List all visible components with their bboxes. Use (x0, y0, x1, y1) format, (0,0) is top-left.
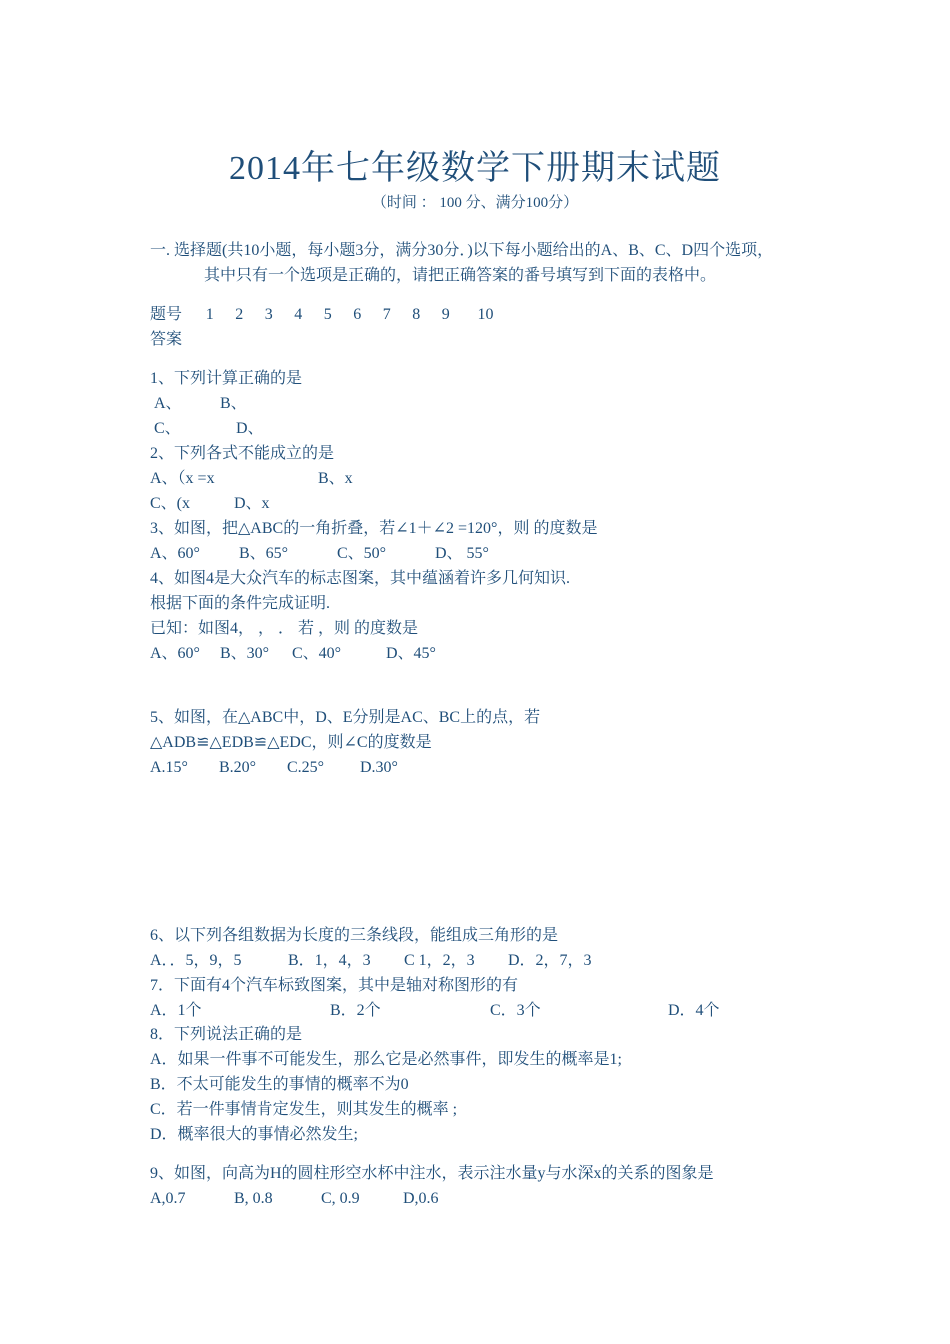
q1-stem: 1、下列计算正确的是 (150, 370, 303, 387)
q2-options-ab (150, 468, 353, 490)
q4-options (150, 643, 436, 665)
q3-stem: 3、如图，把△ABC的一角折叠，若∠1＋∠2 =120°，则 的度数是 (150, 520, 598, 537)
q4-line2: 根据下面的条件完成证明. (150, 595, 331, 612)
section1-instruction-line2: 其中只有一个选项是正确的，请把正确答案的番号填写到下面的表格中。 (204, 267, 717, 284)
question-number: 9 (441, 306, 450, 323)
q3-option-b: B、65° (239, 545, 289, 562)
q4-option-c: C、40° (292, 645, 342, 662)
q9-option-d: D,0.6 (403, 1190, 439, 1207)
q7-option-d: D．4个 (668, 1002, 720, 1019)
q2-stem: 2、下列各式不能成立的是 (150, 445, 335, 462)
q4-stem: 4、如图4是大众汽车的标志图案，其中蕴涵着许多几何知识. (150, 570, 571, 587)
section1-instruction-line1: 一. 选择题(共10小题，每小题3分，满分30分．)以下每小题给出的A、B、C、D四个选项， (150, 242, 774, 259)
q5-options (150, 757, 398, 779)
q5-line2: △ADB≌△EDB≌△EDC，则∠C的度数是 (150, 734, 432, 751)
q1-option-d: D、 (236, 420, 264, 437)
question-number: 4 (294, 306, 303, 323)
q3-options (150, 543, 489, 565)
q8-option-b: B．不太可能发生的事情的概率不为0 (150, 1076, 409, 1093)
q6-option-b: B．1，4，3 (288, 952, 371, 969)
q5-option-c: C.25° (287, 759, 325, 776)
q9-options (150, 1188, 439, 1210)
q7-option-c: C．3个 (490, 1002, 541, 1019)
q2-option-a: A、（x =x (150, 470, 215, 487)
q6-option-d: D．2，7，3 (508, 952, 592, 969)
question-number-label: 题号 (150, 306, 183, 323)
q8-stem: 8．下列说法正确的是 (150, 1026, 303, 1043)
question-number: 3 (264, 306, 273, 323)
q1-option-b: B、 (220, 395, 247, 412)
answer-table-header-row (150, 304, 511, 326)
q7-options (150, 1000, 720, 1022)
q6-option-c: C 1，2，3 (404, 952, 475, 969)
q9-option-c: C, 0.9 (321, 1190, 360, 1207)
q4-line3: 已知：如图4， ， ． 若 ，则 的度数是 (150, 620, 419, 637)
q4-option-d: D、45° (386, 645, 436, 662)
q3-option-c: C、50° (337, 545, 387, 562)
q3-option-d: D、 55° (435, 545, 489, 562)
question-number: 8 (412, 306, 421, 323)
q1-option-c: C、 (154, 420, 181, 437)
q2-option-c: C、(x (150, 495, 191, 512)
question-number: 2 (235, 306, 244, 323)
answer-row-label: 答案 (150, 331, 183, 348)
question-number: 5 (323, 306, 332, 323)
q9-option-a: A,0.7 (150, 1190, 186, 1207)
question-number: 1 (205, 306, 214, 323)
q5-option-d: D.30° (360, 759, 398, 776)
q5-option-b: B.20° (219, 759, 257, 776)
q7-stem: 7．下面有4个汽车标致图案，其中是轴对称图形的有 (150, 977, 519, 994)
q1-options-cd (154, 418, 264, 440)
q9-stem: 9、如图，向高为H的圆柱形空水杯中注水，表示注水量y与水深x的关系的图象是 (150, 1165, 714, 1182)
q1-option-a: A、 (154, 395, 182, 412)
q6-stem: 6、以下列各组数据为长度的三条线段，能组成三角形的是 (150, 927, 559, 944)
q2-options-cd (150, 493, 270, 515)
question-number: 7 (382, 306, 391, 323)
q3-option-a: A、60° (150, 545, 200, 562)
q7-option-a: A．1个 (150, 1002, 202, 1019)
question-number: 10 (477, 306, 494, 323)
q2-option-d: D、x (234, 495, 270, 512)
q4-option-a: A、60° (150, 645, 200, 662)
q8-option-a: A．如果一件事不可能发生，那么它是必然事件，即发生的概率是1; (150, 1051, 623, 1068)
q8-option-c: C．若一件事情肯定发生，则其发生的概率 ; (150, 1101, 458, 1118)
q6-options (150, 950, 592, 972)
question-number: 6 (353, 306, 362, 323)
q8-option-d: D．概率很大的事情必然发生; (150, 1126, 359, 1143)
q5-stem: 5、如图，在△ABC中，D、E分别是AC、BC上的点，若 (150, 709, 541, 726)
q7-option-b: B．2个 (330, 1002, 381, 1019)
q2-option-b: B、x (318, 470, 353, 487)
q4-option-b: B、30° (220, 645, 270, 662)
exam-time-score: （时间 ： 100 分、满分100分） (371, 195, 579, 211)
page-title: 2014年七年级数学下册期末试题 (229, 150, 721, 187)
q6-option-a: A．．5，9，5 (150, 952, 242, 969)
q1-options-ab (154, 393, 247, 415)
q9-option-b: B, 0.8 (234, 1190, 273, 1207)
q5-option-a: A.15° (150, 759, 188, 776)
